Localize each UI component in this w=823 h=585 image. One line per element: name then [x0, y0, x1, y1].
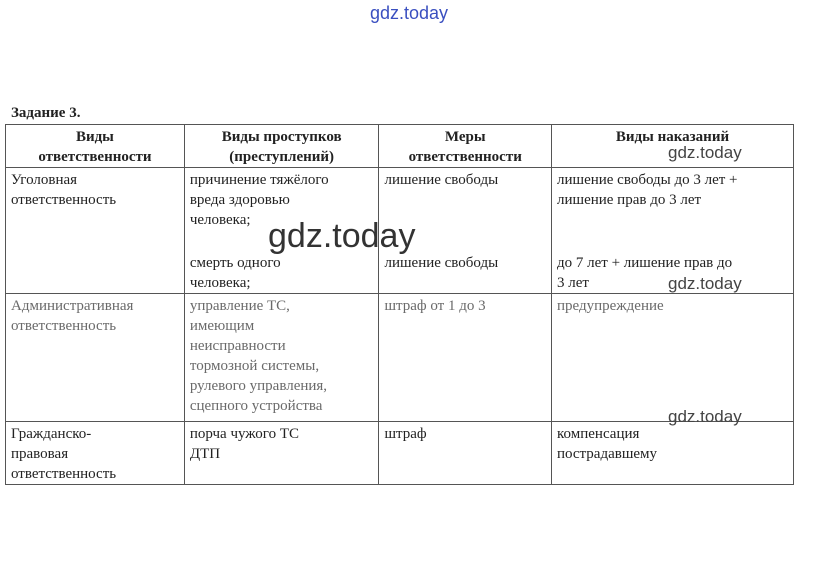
header-types-of-offenses: Виды проступков (преступлений)	[184, 125, 379, 168]
table-row-administrative	[6, 294, 794, 422]
cell-measure: лишение свободы лишение свободы	[379, 168, 552, 294]
header-types-of-responsibility: Виды ответственности	[6, 125, 185, 168]
watermark-top: gdz.today	[370, 3, 449, 23]
cell-penalty: предупреждение	[552, 294, 794, 422]
table-row-civil	[6, 422, 794, 485]
cell-type: Уголовная ответственность	[6, 168, 185, 294]
header-penalties: Виды наказаний	[552, 125, 794, 168]
watermark-row2: gdz.today	[668, 274, 742, 293]
cell-penalty: лишение свободы до 3 лет + лишение прав до 3 лет до 7 лет + лишение прав до 3 лет	[552, 168, 794, 294]
watermark-header: gdz.today	[668, 143, 742, 162]
watermark-row3: gdz.today	[668, 407, 742, 426]
cell-penalty: компенсация пострадавшему	[552, 422, 794, 485]
cell-type: Административная ответственность	[6, 294, 185, 422]
cell-offense: порча чужого ТС ДТП	[184, 422, 379, 485]
cell-offense: причинение тяжёлого вреда здоровью человека; смерть одного человека;	[184, 168, 379, 294]
cell-offense: управление ТС, имеющим неисправности тормозной системы, рулевого управления, сцепного устройства	[184, 294, 379, 422]
header-measures: Меры ответственности	[379, 125, 552, 168]
responsibility-table	[5, 124, 794, 485]
cell-measure: штраф от 1 до 3	[379, 294, 552, 422]
cell-measure: штраф	[379, 422, 552, 485]
task-title: Задание 3.	[11, 105, 81, 121]
cell-type: Гражданско- правовая ответственность	[6, 422, 185, 485]
watermark-center: gdz.today	[268, 217, 416, 255]
